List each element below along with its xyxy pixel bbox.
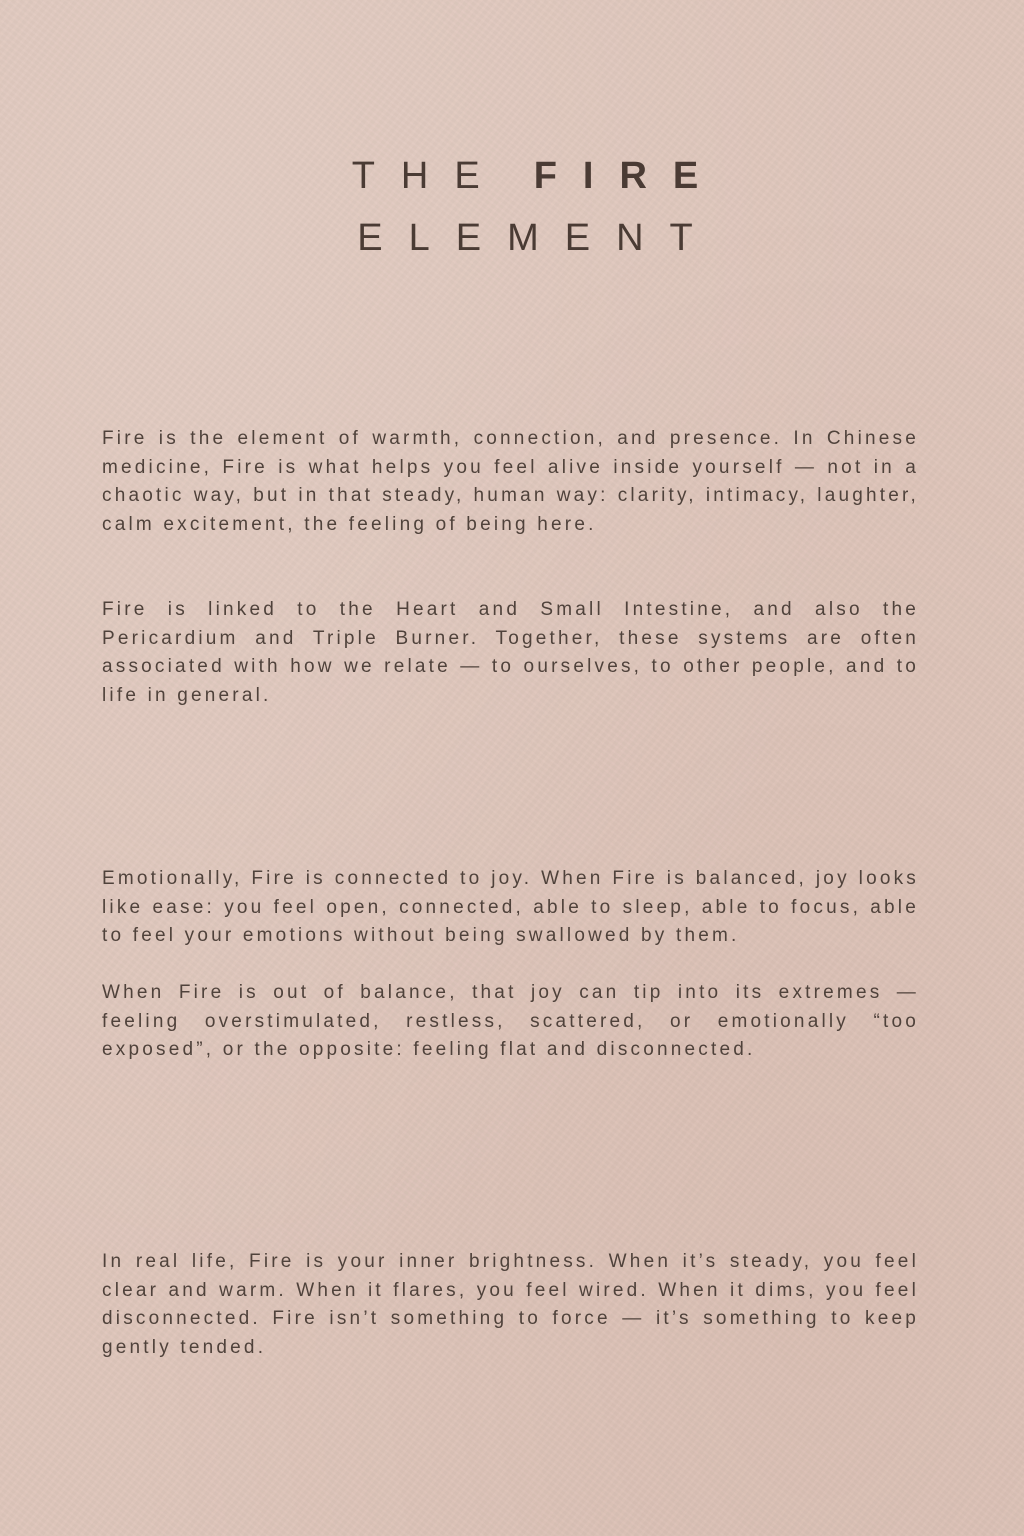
paragraph-emotion-balanced: Emotionally, Fire is connected to joy. When Fire is balanced, joy looks like ease: you feel open, connected, able to sleep, able to focus, able to feel your emotions without being swallowed by them. <box>102 868 919 947</box>
paragraph-real-life: In real life, Fire is your inner brightness. When it’s steady, you feel clear and warm. When it flares, you feel wired. When it dims, you feel disconnected. Fire isn’t something to force — it’s something to keep gently tended. <box>102 1251 919 1358</box>
page-title-line-1 <box>0 152 1024 200</box>
title-word-the: THE <box>351 155 506 197</box>
page-title-line-2: ELEMENT <box>357 217 719 259</box>
paragraph-intro: Fire is the element of warmth, connection, and presence. In Chinese medicine, Fire is what helps you feel alive inside yourself — not in a chaotic way, but in that steady, human way: clarity, intimacy, laughter, calm excitement, the feeling of being here. <box>102 428 919 535</box>
paragraph-emotion-imbalanced: When Fire is out of balance, that joy can tip into its extremes — feeling overstimulated, restless, scattered, or emotionally “too exposed”, or the opposite: feeling flat and disconnected. <box>102 982 919 1061</box>
title-word-fire: FIRE <box>533 155 725 197</box>
paragraph-organs: Fire is linked to the Heart and Small Intestine, and also the Pericardium and Triple Burner. Together, these systems are often associated with how we relate — to ourselves, to other people, and to life in general. <box>102 599 919 706</box>
